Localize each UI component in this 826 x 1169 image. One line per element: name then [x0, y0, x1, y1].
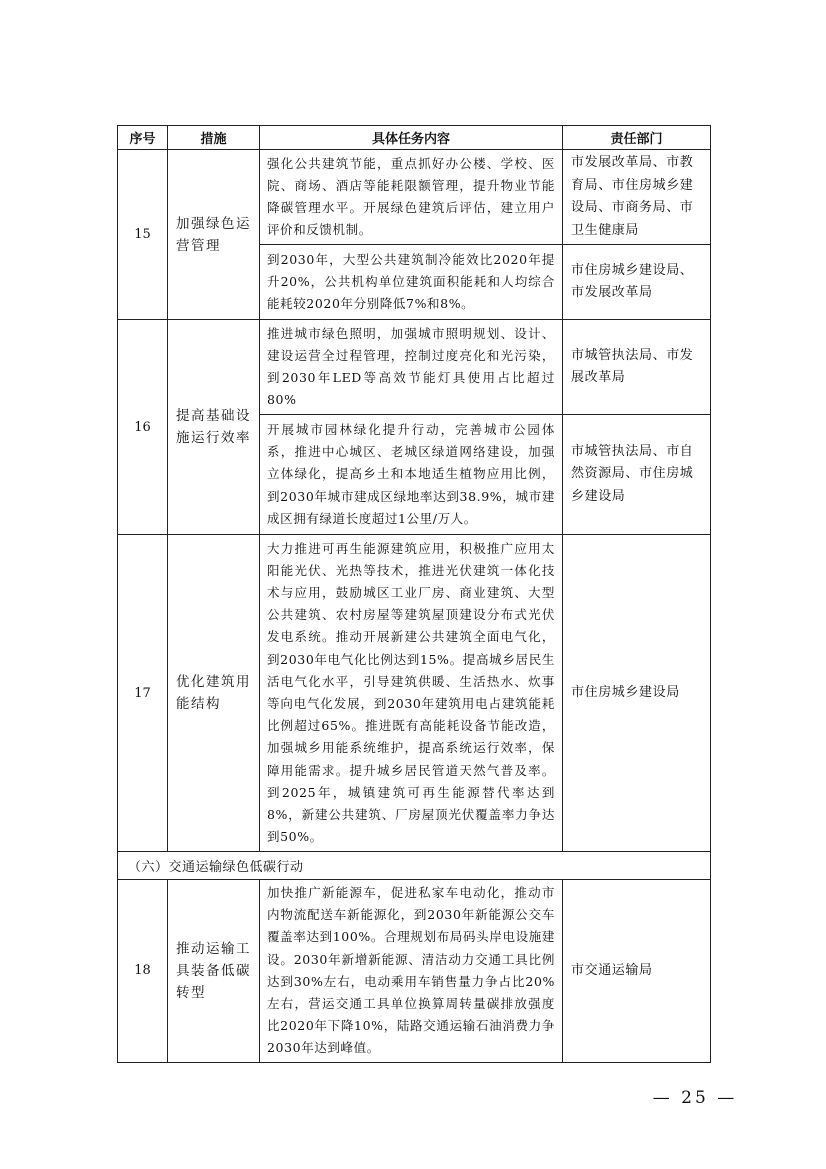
department-cell: 市交通运输局: [563, 880, 711, 1063]
task-content: 开展城市园林绿化提升行动，完善城市公园体系，推进中心城区、老城区绿道网络建设，加强立体绿化，提高乡土和本地适生植物应用比例，到2030年城市建成区绿地率达到38.9%，城市建成区拥有绿道长度超过1公里/万人。: [260, 415, 563, 535]
task-content: 推进城市绿色照明，加强城市照明规划、设计、建设运营全过程管理，控制过度亮化和光污染，到2030年LED等高效节能灯具使用占比超过80%: [260, 320, 563, 415]
table-row: [118, 320, 711, 415]
measure-cell: 提高基础设施运行效率: [168, 320, 260, 535]
section-heading: （六）交通运输绿色低碳行动: [118, 852, 711, 880]
row-number: 15: [118, 150, 168, 320]
department-cell: 市住房城乡建设局、市发展改革局: [563, 245, 711, 320]
task-content: 强化公共建筑节能，重点抓好办公楼、学校、医院、商场、酒店等能耗限额管理，提升物业节能降碳管理水平。开展绿色建筑后评估，建立用户评价和反馈机制。: [260, 150, 563, 245]
task-content: 加快推广新能源车，促进私家车电动化，推动市内物流配送车新能源化，到2030年新能源公交车覆盖率达到100%。合理规划布局码头岸电设施建设。2030年新增新能源、清洁动力交通工具比例达到30%左右，电动乘用车销售量力争占比20%左右，营运交通工具单位换算周转量碳排放强度比2020年下降10%，陆路交通运输石油消费力争2030年达到峰值。: [260, 880, 563, 1063]
row-number: 16: [118, 320, 168, 535]
measure-cell: 加强绿色运营管理: [168, 150, 260, 320]
measure-cell: 推动运输工具装备低碳转型: [168, 880, 260, 1063]
department-cell: 市城管执法局、市发展改革局: [563, 320, 711, 415]
department-cell: 市城管执法局、市自然资源局、市住房城乡建设局: [563, 415, 711, 535]
row-number: 17: [118, 535, 168, 852]
table-row: [118, 880, 711, 1063]
task-content: 到2030年，大型公共建筑制冷能效比2020年提升20%，公共机构单位建筑面积能耗和人均综合能耗较2020年分别降低7%和8%。: [260, 245, 563, 320]
header-department: 责任部门: [563, 126, 711, 150]
task-content: 大力推进可再生能源建筑应用，积极推广应用太阳能光伏、光热等技术，推进光伏建筑一体化技术与应用，鼓励城区工业厂房、商业建筑、大型公共建筑、农村房屋等建筑屋顶建设分布式光伏发电系统。推动开展新建公共建筑全面电气化，到2030年电气化比例达到15%。提高城乡居民生活电气化水平，引导建筑供暖、生活热水、炊事等向电气化发展，到2030年建筑用电占建筑能耗比例超过65%。推进既有高能耗设备节能改造，加强城乡用能系统维护，提高系统运行效率，保障用能需求。提升城乡居民管道天然气普及率。到2025年，城镇建筑可再生能源替代率达到8%，新建公共建筑、厂房屋顶光伏覆盖率力争达到50%。: [260, 535, 563, 852]
row-number: 18: [118, 880, 168, 1063]
header-content: 具体任务内容: [260, 126, 563, 150]
table-row: [118, 535, 711, 852]
task-table: [117, 125, 711, 1063]
header-row: [118, 126, 711, 150]
header-measure: 措施: [168, 126, 260, 150]
department-cell: 市住房城乡建设局: [563, 535, 711, 852]
measure-cell: 优化建筑用能结构: [168, 535, 260, 852]
department-cell: 市发展改革局、市教育局、市住房城乡建设局、市商务局、市卫生健康局: [563, 150, 711, 245]
section-row: [118, 852, 711, 880]
page-number: — 25 —: [652, 1088, 738, 1108]
table-row: [118, 150, 711, 245]
header-number: 序号: [118, 126, 168, 150]
